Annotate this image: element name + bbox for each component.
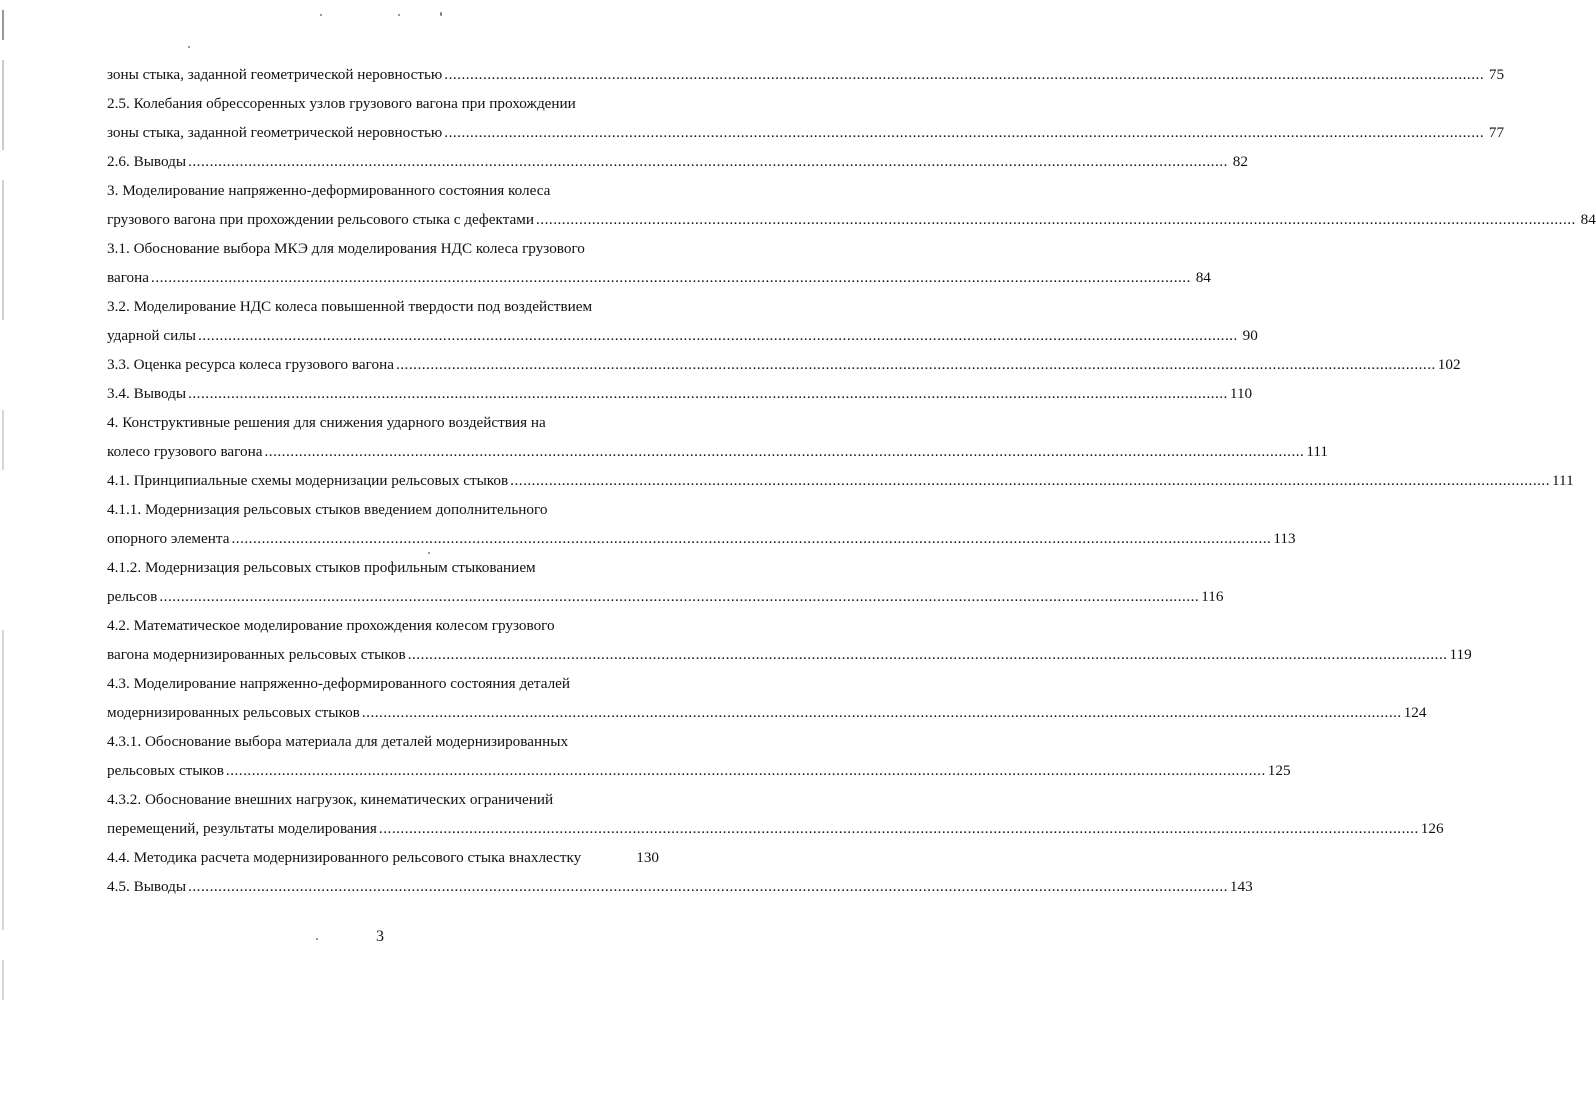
toc-entry-page: 90 [1242,327,1258,344]
toc-dot-leader [198,321,1238,350]
toc-entry-title: 4.3. Моделирование напряженно-деформированного состояния деталей [107,675,571,692]
toc-entry-title: рельсов [107,588,158,605]
toc-entry-title: 3.1. Обоснование выбора МКЭ для моделирования НДС колеса грузового [107,240,585,257]
toc-entry-title: 3.2. Моделирование НДС колеса повышенной твердости под воздействием [107,298,593,315]
toc-entry-title: 4.3.1. Обоснование выбора материала для деталей модернизированных [107,733,569,750]
toc-entry [107,205,1596,234]
toc-entry-page: 102 [1437,356,1461,373]
table-of-contents [107,60,1596,901]
toc-entry-title: модернизированных рельсовых стыков [107,704,360,721]
toc-dot-leader [226,756,1266,785]
toc-entry-title: 2.5. Колебания обрессоренных узлов грузового вагона при прохождении [107,95,576,112]
toc-dot-leader [396,350,1436,379]
toc-dot-leader [231,524,1271,553]
toc-entry [107,321,1258,350]
toc-entry-page: 111 [1306,443,1328,460]
toc-entry [107,350,1461,379]
toc-dot-leader [188,872,1228,901]
toc-entry [107,785,659,814]
toc-entry-page: 130 [636,849,659,866]
scan-speck [440,12,442,16]
scan-edge-mark [2,960,4,1000]
toc-dot-leader [536,205,1576,234]
toc-entry [107,698,1427,727]
toc-entry-title: 4.5. Выводы [107,878,187,895]
toc-entry [107,727,659,756]
toc-dot-leader [188,379,1228,408]
toc-entry-title: перемещений, результаты моделирования [107,820,377,837]
toc-entry [107,669,659,698]
toc-entry-page: 75 [1488,66,1505,83]
toc-entry [107,553,659,582]
toc-entry-title: зоны стыка, заданной геометрической неровностью [107,124,443,141]
toc-entry-title: 3.4. Выводы [107,385,187,402]
toc-entry-page: 125 [1267,762,1291,779]
toc-entry-page: 126 [1420,820,1444,837]
toc-entry [107,379,1253,408]
toc-entry-page: 84 [1580,211,1596,228]
toc-entry-page: 113 [1273,530,1296,547]
toc-dot-leader [408,640,1448,669]
toc-dot-leader [151,263,1191,292]
toc-entry-page: 124 [1403,704,1427,721]
toc-entry-title: вагона модернизированных рельсовых стыков [107,646,406,663]
toc-entry-title: 4.1.1. Модернизация рельсовых стыков введением дополнительного [107,501,548,518]
toc-dot-leader [159,582,1199,611]
toc-dot-leader [444,118,1484,147]
toc-entry [107,582,1224,611]
toc-entry [107,408,659,437]
toc-entry-title: ударной силы [107,327,196,344]
toc-entry-title: 4.1. Принципиальные схемы модернизации рельсовых стыков [107,472,509,489]
toc-entry-page: 77 [1488,124,1505,141]
toc-entry-page: 119 [1449,646,1472,663]
toc-entry [107,234,659,263]
scan-speck [320,14,322,16]
toc-entry-title: 4.2. Математическое моделирование прохождения колесом грузового [107,617,555,634]
toc-entry [107,640,1472,669]
toc-dot-leader [188,147,1228,176]
toc-dot-leader [510,466,1550,495]
toc-entry [107,466,1574,495]
toc-dot-leader [264,437,1304,466]
scan-edge-mark [2,410,4,470]
page-number: 3 [376,928,384,945]
scan-speck [398,14,400,16]
toc-entry-title: 4.3.2. Обоснование внешних нагрузок, кинематических ограничений [107,791,554,808]
scan-edge-mark [2,60,4,150]
toc-entry-title: колесо грузового вагона [107,443,263,460]
toc-entry-title: 4.1.2. Модернизация рельсовых стыков профильным стыкованием [107,559,536,576]
toc-entry-page: 111 [1552,472,1574,489]
toc-entry-page: 84 [1195,269,1211,286]
toc-entry [107,524,1296,553]
toc-entry [107,176,659,205]
toc-entry-title: 4. Конструктивные решения для снижения ударного воздействия на [107,414,546,431]
toc-entry [107,872,1253,901]
toc-entry-page: 143 [1229,878,1253,895]
toc-entry [107,843,659,872]
toc-entry-title: 3. Моделирование напряженно-деформированного состояния колеса [107,182,551,199]
toc-entry-page: 82 [1232,153,1248,170]
toc-entry [107,60,1505,89]
toc-entry [107,118,1505,147]
toc-entry-title: зоны стыка, заданной геометрической неровностью [107,66,443,83]
toc-entry-title: 4.4. Методика расчета модернизированного рельсового стыка внахлестку [107,849,582,866]
toc-dot-leader [444,60,1484,89]
scan-edge-mark [2,630,4,930]
toc-dot-leader [362,698,1402,727]
toc-entry [107,263,1211,292]
toc-entry [107,437,1328,466]
scan-edge-mark [2,180,4,320]
toc-entry-title: 3.3. Оценка ресурса колеса грузового вагона [107,356,394,373]
toc-entry-title: вагона [107,269,150,286]
toc-dot-leader [379,814,1419,843]
scan-speck [316,938,318,940]
toc-entry [107,611,659,640]
toc-entry-title: рельсовых стыков [107,762,224,779]
toc-entry [107,147,1248,176]
scan-speck [188,46,190,48]
scan-edge-mark [2,10,4,40]
toc-entry-title: грузового вагона при прохождении рельсового стыка с дефектами [107,211,534,228]
toc-entry [107,89,659,118]
toc-entry-title: 2.6. Выводы [107,153,187,170]
toc-entry [107,292,659,321]
toc-entry [107,495,659,524]
toc-entry [107,756,1291,785]
toc-entry [107,814,1444,843]
toc-entry-page: 110 [1229,385,1253,402]
toc-entry-title: опорного элемента [107,530,230,547]
toc-entry-page: 116 [1201,588,1224,605]
